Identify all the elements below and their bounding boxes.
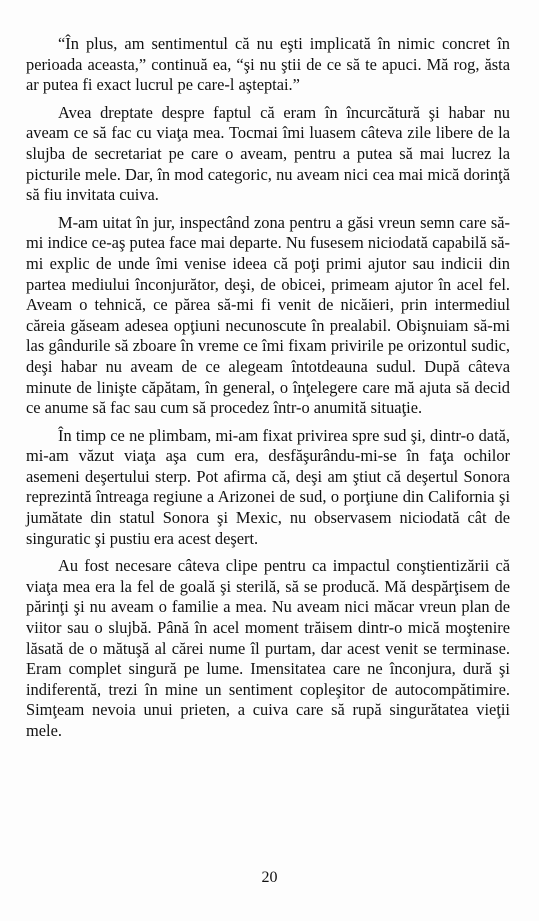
paragraph-3: M-am uitat în jur, inspectând zona pentru a găsi vreun semn care să-mi indice ce-aş putea face mai departe. Nu fusesem niciodată capabilă să-mi explic de unde îmi venise ideea că poţi primi ajutor sau indicii din partea mediului înconjurător, deşi, de obicei, primeam ajutor în acel fel. Aveam o tehnică, ce părea să-mi fi venit de nicăieri, prin intermediul căreia găseam adesea opţiuni necunoscute în prealabil. Obişnuiam să-mi las gândurile să zboare în vreme ce îmi fixam privirile pe orizontul sudic, deşi habar nu aveam de ce alegeam întotdeauna sudul. După câteva minute de linişte căpătam, în general, o înţelegere care mă ajuta să decid ce anume să fac sau cum să procedez într-o anumită situaţie. bbox=[26, 212, 510, 418]
paragraph-1: “În plus, am sentimentul că nu eşti implicată în nimic concret în perioada aceasta,” continuă ea, “şi nu ştii de ce să te apuci. Mă rog, ăsta ar putea fi exact lucrul pe care-l aşteptai.” bbox=[26, 34, 510, 95]
page-number: 20 bbox=[261, 869, 278, 886]
paragraph-4: În timp ce ne plimbam, mi-am fixat privirea spre sud şi, dintr-o dată, mi-am văzut viaţa aşa cum era, desfăşurându-mi-se în faţa ochilor asemeni deşertului sterp. Pot afirma că, deşi am ştiut că deşertul Sonora reprezintă întreaga regiune a Arizonei de sud, o porţiune din California şi jumătate din statul Sonora şi Mexic, nu observasem niciodată cât de singuratic şi pustiu era acest deşert. bbox=[26, 425, 510, 548]
page-body-text bbox=[26, 34, 510, 742]
paragraph-5: Au fost necesare câteva clipe pentru ca impactul conştientizării că viaţa mea era la fel de goală şi sterilă, să se producă. Mă despărţisem de părinţi şi nu aveam o familie a mea. Nu aveam nici măcar vreun plan de viitor sau o slujbă. Până în acel moment trăisem dintr-o mică moştenire lăsată de o mătuşă al cărei nume îl purtam, dar acest venit se terminase. Eram complet singură pe lume. Imensitatea care ne înconjura, dură şi indiferentă, trezi în mine un sentiment copleşitor de autocompătimire. Simţeam nevoia unui prieten, a cuiva care să rupă singurătatea vieţii mele. bbox=[26, 556, 510, 740]
paragraph-2: Avea dreptate despre faptul că eram în încurcătură şi habar nu aveam ce să fac cu viaţa mea. Tocmai îmi luasem câteva zile libere de la slujba de secretariat pe care o aveam, pentru a putea să mai lucrez la picturile mele. Dar, în mod categoric, nu aveam nici cea mai mică dorinţă să fiu invitata cuiva. bbox=[26, 102, 510, 205]
